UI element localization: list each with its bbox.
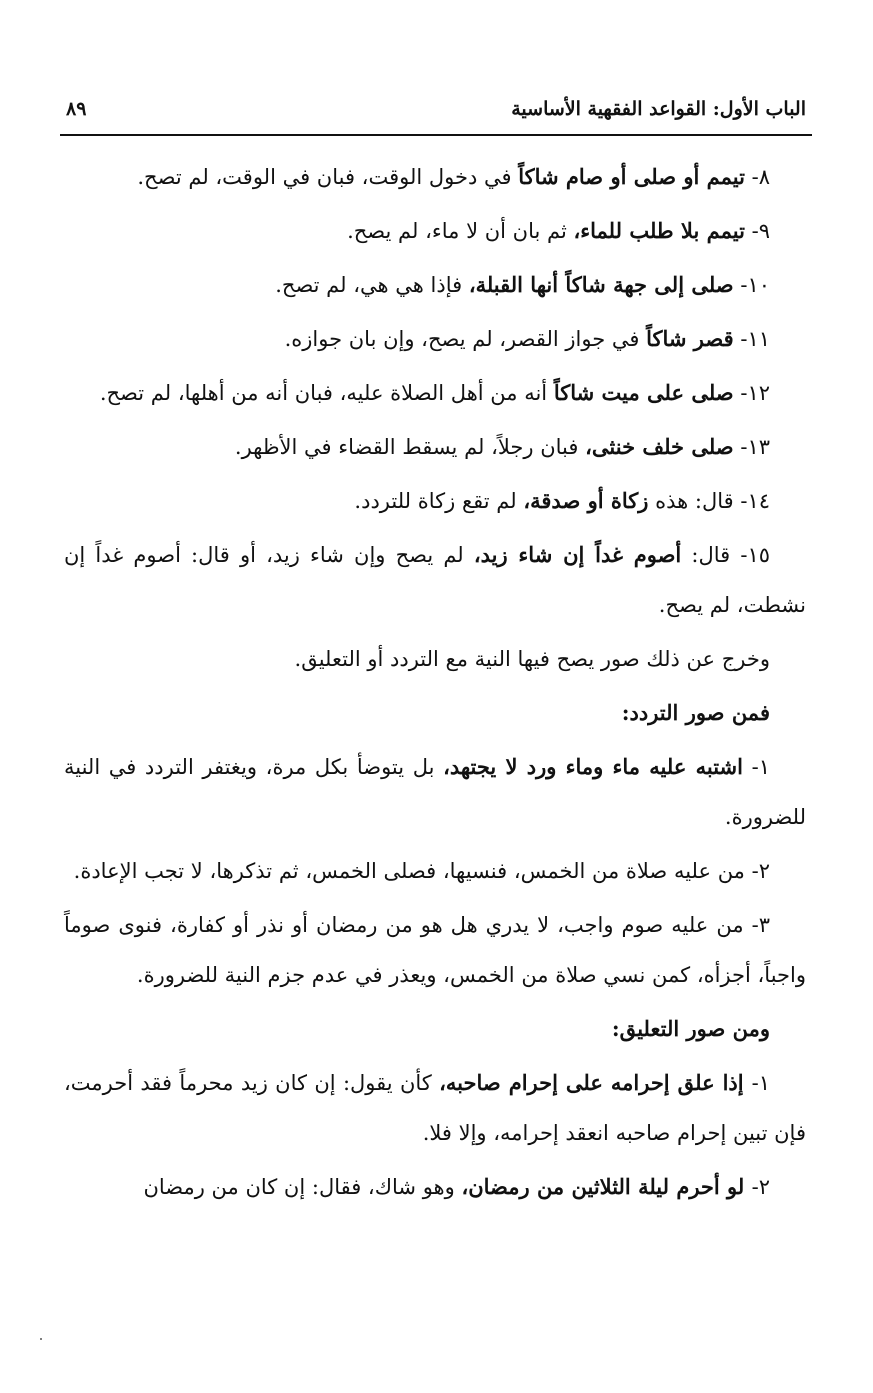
item-bold-text: أصوم غداً إن شاء زيد، <box>473 542 682 567</box>
page-number: ٨٩ <box>66 98 87 120</box>
item-number: ١٢- <box>740 381 770 405</box>
item-bold-text: زكاة أو صدقة، <box>523 488 649 513</box>
item-number: ١٤- <box>740 489 770 513</box>
list-item <box>64 314 806 364</box>
list-item <box>64 260 806 310</box>
section-heading-condition: ومن صور التعليق: <box>611 1016 770 1041</box>
list-item <box>64 368 806 418</box>
chapter-title: الباب الأول: القواعد الفقهية الأساسية <box>511 98 806 120</box>
intro-paragraph: وخرج عن ذلك صور يصح فيها النية مع التردد أو التعليق. <box>294 647 770 671</box>
item-number: ٩- <box>751 219 770 243</box>
list-item <box>64 422 806 472</box>
header-divider <box>60 134 812 136</box>
list-item <box>64 900 806 1000</box>
list-item <box>64 476 806 526</box>
item-number: ١١- <box>740 327 770 351</box>
item-text: لم يصح وإن شاء زيد، أو قال: أصوم غداً إن نشطت، لم يصح. <box>64 543 806 617</box>
scan-speck <box>40 1338 42 1340</box>
item-bold-text: صلى على ميت شاكاً <box>553 380 734 405</box>
list-item <box>64 1162 806 1212</box>
list-item <box>64 846 806 896</box>
item-number: ١- <box>751 755 770 779</box>
list-item <box>64 206 806 256</box>
item-number: ٣- <box>751 913 770 937</box>
item-bold-text: قصر شاكاً <box>646 326 734 351</box>
item-text: في جواز القصر، لم يصح، وإن بان جوازه. <box>284 327 647 351</box>
page-body <box>64 152 806 1216</box>
item-bold-text: صلى خلف خنثى، <box>585 434 734 459</box>
item-bold-text: لو أحرم ليلة الثلاثين من رمضان، <box>461 1174 752 1199</box>
item-text: أنه من أهل الصلاة عليه، فبان أنه من أهلها، لم تصح. <box>99 381 554 405</box>
running-header <box>60 96 812 134</box>
item-number: ٨- <box>751 165 770 189</box>
item-number: ١- <box>751 1071 770 1095</box>
list-item <box>64 1058 806 1158</box>
list-item <box>64 742 806 842</box>
list-item <box>64 530 806 630</box>
item-text-prefix: قال: هذه <box>648 489 741 513</box>
list-item <box>64 152 806 202</box>
item-text: وهو شاك، فقال: إن كان من رمضان <box>143 1175 462 1199</box>
item-number: ١٣- <box>740 435 770 459</box>
item-text-prefix: قال: <box>681 543 741 567</box>
item-bold-text: إذا علق إحرامه على إحرام صاحبه، <box>439 1070 752 1095</box>
item-text: في دخول الوقت، فبان في الوقت، لم تصح. <box>137 165 519 189</box>
item-number: ١٥- <box>740 543 770 567</box>
item-text: فبان رجلاً، لم يسقط القضاء في الأظهر. <box>234 435 586 459</box>
item-text: بل يتوضأ بكل مرة، ويغتفر التردد في النية للضرورة. <box>64 755 806 829</box>
item-bold-text: تيمم بلا طلب للماء، <box>573 218 745 243</box>
item-number: ٢- <box>751 1175 770 1199</box>
item-text: ثم بان أن لا ماء، لم يصح. <box>347 219 574 243</box>
item-text: لم تقع زكاة للتردد. <box>354 489 524 513</box>
item-text: من عليه صلاة من الخمس، فنسيها، فصلى الخمس، ثم تذكرها، لا تجب الإعادة. <box>73 859 752 883</box>
item-bold-text: تيمم أو صلى أو صام شاكاً <box>518 164 745 189</box>
section-heading-doubt: فمن صور التردد: <box>621 700 770 725</box>
item-text: من عليه صوم واجب، لا يدري هل هو من رمضان أو نذر أو كفارة، فنوى صوماً واجباً، أجزأه، كمن نسي صلاة من الخمس، ويعذر في عدم جزم النية للضرورة. <box>64 913 806 987</box>
item-number: ١٠- <box>740 273 770 297</box>
item-text: فإذا هي هي، لم تصح. <box>275 273 469 297</box>
item-number: ٢- <box>751 859 770 883</box>
item-bold-text: اشتبه عليه ماء وماء ورد لا يجتهد، <box>443 754 743 779</box>
item-text: كأن يقول: إن كان زيد محرماً فقد أحرمت، فإن تبين إحرام صاحبه انعقد إحرامه، وإلا فلا. <box>64 1071 806 1145</box>
item-bold-text: صلى إلى جهة شاكاً أنها القبلة، <box>468 272 734 297</box>
